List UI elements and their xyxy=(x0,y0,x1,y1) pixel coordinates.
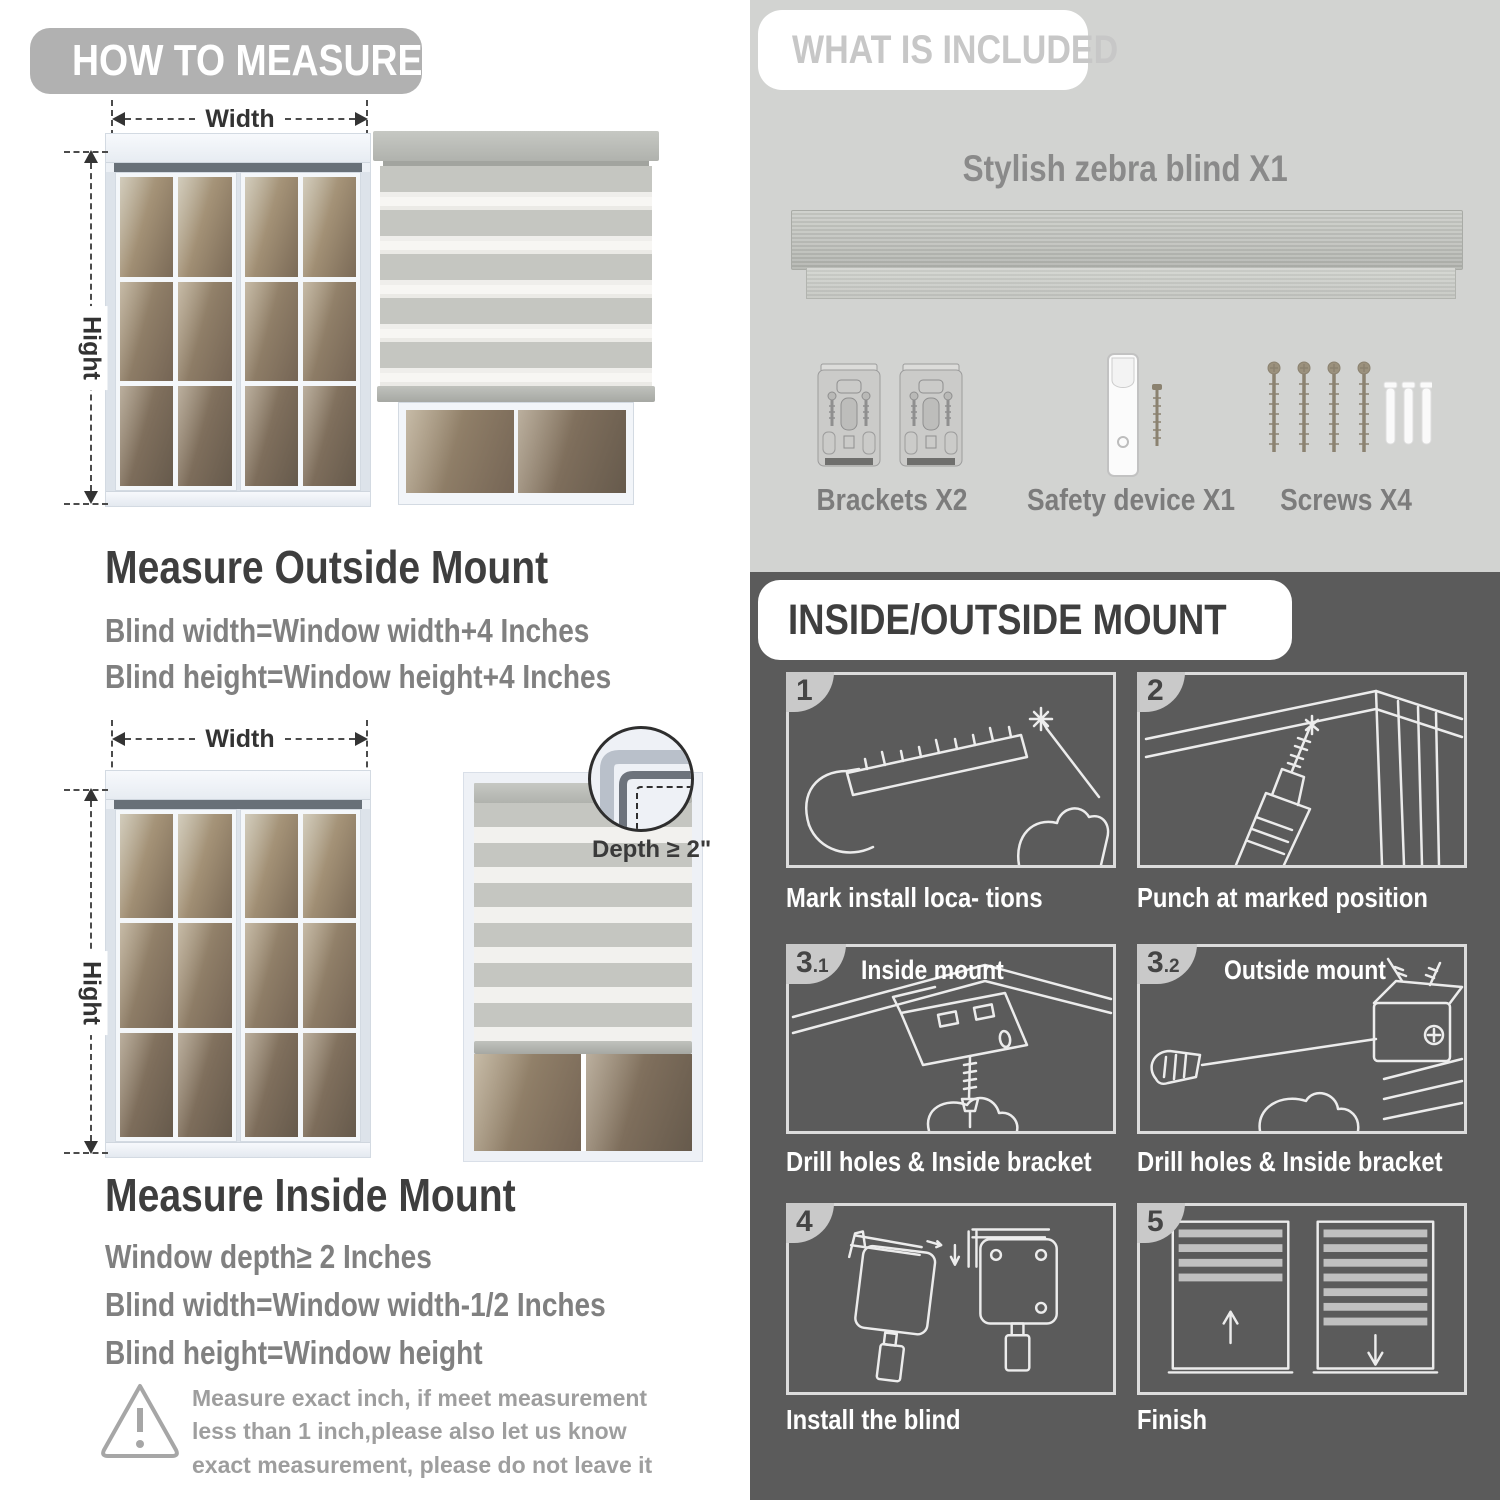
window-pane xyxy=(178,923,231,1027)
window-pane xyxy=(245,814,298,918)
step-number-badge: 2 xyxy=(1137,672,1185,712)
window-pane xyxy=(120,282,173,382)
window-pane xyxy=(120,1033,173,1137)
window-pane xyxy=(245,177,298,277)
window-sash xyxy=(115,809,237,1142)
blind-item-label: Stylish zebra blind X1 xyxy=(962,148,1288,189)
window-pane xyxy=(303,1033,356,1137)
arrow-right-icon xyxy=(355,112,368,126)
arrow-up-icon xyxy=(84,788,98,801)
measure-warning-text: Measure exact inch, if meet measurement less than 1 inch,please also let us know exact measurement, please do not leave it xyxy=(192,1385,653,1478)
window-pane xyxy=(406,410,514,493)
window-pane xyxy=(178,814,231,918)
window-pane xyxy=(120,923,173,1027)
step4-illustration xyxy=(789,1206,1113,1392)
width-measure-arrow xyxy=(112,726,368,752)
step-caption-3-1: Drill holes & Inside bracket xyxy=(786,1146,1092,1177)
zebra-blind-outside xyxy=(373,131,659,505)
window-pane xyxy=(178,386,231,486)
inside-mount-title: Measure Inside Mount xyxy=(105,1169,516,1221)
screws-label: Screws X4 xyxy=(1280,482,1412,517)
window-sill xyxy=(106,491,370,506)
width-label: Width xyxy=(205,724,275,753)
depth-note: Depth ≥ 2" xyxy=(592,836,712,863)
window-pane xyxy=(303,177,356,277)
outside-mount-title: Measure Outside Mount xyxy=(105,541,549,593)
step-number-badge: 4 xyxy=(786,1203,834,1243)
height-measure-arrow xyxy=(78,788,104,1154)
window-sill xyxy=(106,1142,370,1157)
arrow-left-icon xyxy=(112,112,125,126)
step-panel-2 xyxy=(1137,672,1467,868)
bracket-icon xyxy=(897,362,965,474)
window-pane xyxy=(474,1054,581,1151)
step-caption-2: Punch at marked position xyxy=(1137,882,1428,913)
arrow-down-icon xyxy=(84,491,98,504)
step1-illustration xyxy=(789,675,1113,865)
how-to-measure-header xyxy=(30,28,422,94)
step-number-badge: 1 xyxy=(786,672,834,712)
step-caption-4: Install the blind xyxy=(786,1404,961,1435)
step-panel-3-1 xyxy=(786,944,1116,1134)
outside-mount-line-2: Blind height=Window height+4 Inches xyxy=(105,658,612,695)
inside-mount-line-3: Blind height=Window height xyxy=(105,1334,483,1371)
inside-mount-line-2: Blind width=Window width-1/2 Inches xyxy=(105,1286,606,1323)
step-inline-label: Inside mount xyxy=(861,955,1004,985)
safety-device-label: Safety device X1 xyxy=(1027,482,1235,517)
step-number-badge: 3.1 xyxy=(786,944,846,984)
step-caption-5: Finish xyxy=(1137,1404,1208,1435)
inside-outside-mount-header: INSIDE/OUTSIDE MOUNT xyxy=(758,580,1292,660)
window-sash xyxy=(240,172,362,491)
height-measure-arrow xyxy=(78,150,104,504)
window-pane xyxy=(245,923,298,1027)
step-number-badge: 5 xyxy=(1137,1203,1185,1243)
arrow-right-icon xyxy=(355,732,368,746)
step-inline-label: Outside mount xyxy=(1224,955,1386,985)
step-number-badge: 3.2 xyxy=(1137,944,1197,984)
blind-bottom-rail xyxy=(377,386,655,402)
window-pane xyxy=(303,282,356,382)
window-pane xyxy=(245,282,298,382)
screws-icon xyxy=(1262,356,1432,474)
window-pane xyxy=(518,410,626,493)
outside-mount-line-1: Blind width=Window width+4 Inches xyxy=(105,612,590,649)
arrow-left-icon xyxy=(112,732,125,746)
width-label: Width xyxy=(205,104,275,133)
step-caption-1: Mark install loca- tions xyxy=(786,882,1043,913)
window-track xyxy=(114,800,362,809)
window-pane xyxy=(303,814,356,918)
step-panel-3-2 xyxy=(1137,944,1467,1134)
blind-cassette xyxy=(373,131,659,161)
window-pane xyxy=(178,177,231,277)
step-panel-4 xyxy=(786,1203,1116,1395)
window-pane xyxy=(303,386,356,486)
headrail-bar-lip xyxy=(806,268,1456,299)
step2-illustration xyxy=(1140,675,1464,865)
window-pane xyxy=(120,177,173,277)
window-photo-outside xyxy=(105,133,371,507)
window-below-blind xyxy=(474,1054,692,1151)
how-to-measure-header-text: HOW TO MEASURE xyxy=(72,36,423,85)
window-sash xyxy=(240,809,362,1142)
window-casing xyxy=(106,134,370,163)
window-sash xyxy=(115,172,237,491)
blind-fabric xyxy=(380,166,652,386)
step-caption-3-2: Drill holes & Inside bracket xyxy=(1137,1146,1443,1177)
what-is-included-header: WHAT IS INCLUDED xyxy=(758,10,1088,90)
bracket-icon xyxy=(815,362,883,474)
arrow-up-icon xyxy=(84,150,98,163)
window-pane xyxy=(178,1033,231,1137)
blind-bottom-rail xyxy=(474,1041,692,1054)
arrow-down-icon xyxy=(84,1141,98,1154)
step-panel-5 xyxy=(1137,1203,1467,1395)
zebra-blind-inside xyxy=(463,772,703,1162)
step5-illustration xyxy=(1140,1206,1464,1392)
brackets-label: Brackets X2 xyxy=(816,482,968,517)
step-panel-1 xyxy=(786,672,1116,868)
safety-device-icon xyxy=(1100,350,1180,482)
headrail-bar xyxy=(791,210,1463,270)
window-pane xyxy=(245,1033,298,1137)
window-pane xyxy=(120,814,173,918)
window-pane xyxy=(245,386,298,486)
height-label: Hight xyxy=(75,306,108,390)
corner-detail-icon xyxy=(591,729,691,829)
window-pane xyxy=(120,386,173,486)
window-photo-inside xyxy=(105,770,371,1158)
height-label: Hight xyxy=(75,951,108,1035)
window-below-blind xyxy=(398,402,634,505)
depth-detail-magnifier xyxy=(588,726,694,832)
width-measure-arrow xyxy=(112,106,368,132)
warning-triangle-icon xyxy=(98,1378,182,1462)
window-pane xyxy=(586,1054,693,1151)
window-track xyxy=(114,163,362,172)
window-pane xyxy=(303,923,356,1027)
window-pane xyxy=(178,282,231,382)
inside-mount-line-1: Window depth≥ 2 Inches xyxy=(105,1238,432,1275)
window-casing xyxy=(106,771,370,800)
